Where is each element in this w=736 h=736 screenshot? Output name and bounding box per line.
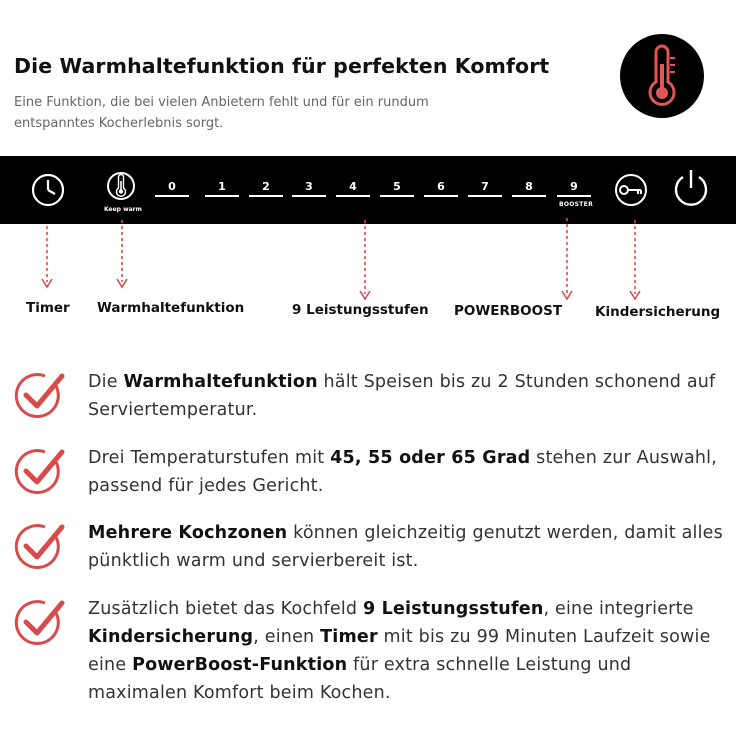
control-panel bbox=[0, 156, 736, 224]
feature-label-keep-warm: Warmhaltefunktion bbox=[97, 300, 245, 316]
feature-label-levels: 9 Leistungsstufen bbox=[292, 302, 429, 318]
level-button-2[interactable]: 2 bbox=[249, 180, 283, 193]
arrow-child-lock bbox=[626, 218, 644, 302]
feature-label-child-lock: Kindersicherung bbox=[595, 304, 721, 320]
list-item-text bbox=[88, 595, 728, 707]
list-item-plain-text: können gleichzeitig genutzt werden, damit alles pünktlich warm und servierbereit ist. bbox=[88, 523, 723, 571]
level-button-7[interactable]: 7 bbox=[468, 180, 502, 193]
thermometer-badge bbox=[620, 34, 704, 118]
level-button-6[interactable]: 6 bbox=[424, 180, 458, 193]
level-button-5[interactable]: 5 bbox=[380, 180, 414, 193]
keep-warm-icon[interactable] bbox=[106, 170, 136, 204]
subtitle-line-1: Eine Funktion, die bei vielen Anbietern fehlt und für ein rundum bbox=[14, 95, 429, 110]
clock-icon[interactable] bbox=[28, 170, 68, 210]
arrow-keep-warm bbox=[113, 218, 131, 290]
list-item-plain-text: mit bis zu 99 Minuten Laufzeit sowie eine bbox=[88, 627, 711, 675]
check-circle-icon bbox=[12, 444, 66, 498]
list-item-bold-text: Warmhaltefunktion bbox=[123, 372, 318, 392]
list-item-plain-text: Drei Temperaturstufen mit bbox=[88, 448, 331, 468]
thermometer-icon bbox=[620, 34, 704, 118]
list-item-plain-text: , eine integrierte bbox=[543, 599, 694, 619]
check-circle-icon bbox=[12, 519, 66, 573]
check-circle-icon bbox=[12, 595, 66, 649]
level-button-4[interactable]: 4 bbox=[336, 180, 370, 193]
page-title: Die Warmhaltefunktion für perfekten Komfort bbox=[14, 54, 550, 78]
check-circle-icon bbox=[12, 368, 66, 422]
subtitle-line-2: entspanntes Kocherlebnis sorgt. bbox=[14, 116, 224, 131]
level-button-0[interactable]: 0 bbox=[155, 180, 189, 193]
list-item-text bbox=[88, 519, 728, 575]
arrow-timer bbox=[38, 224, 56, 290]
list-item-plain-text: hält Speisen bis zu 2 Stunden schonend auf Serviertemperatur. bbox=[88, 372, 716, 420]
key-icon[interactable] bbox=[612, 172, 650, 208]
list-item-bold-text: 9 Leistungsstufen bbox=[362, 599, 544, 619]
feature-label-timer: Timer bbox=[26, 300, 70, 316]
list-item-plain-text: Zusätzlich bietet das Kochfeld bbox=[88, 599, 363, 619]
arrow-levels bbox=[356, 218, 374, 302]
list-item-bold-text: Timer bbox=[320, 627, 378, 647]
list-item-plain-text: , einen bbox=[253, 627, 321, 647]
power-icon[interactable] bbox=[670, 166, 712, 210]
list-item-bold-text: 45, 55 oder 65 Grad bbox=[330, 448, 531, 468]
list-item-plain-text: für extra schnelle Leistung und maximalen Komfort beim Kochen. bbox=[88, 655, 632, 703]
list-item-text bbox=[88, 444, 728, 500]
list-item-plain-text: stehen zur Auswahl, passend für jedes Gericht. bbox=[88, 448, 717, 496]
level-button-1[interactable]: 1 bbox=[205, 180, 239, 193]
page-subtitle bbox=[14, 92, 574, 134]
list-item-text bbox=[88, 368, 728, 424]
list-item-bold-text: Mehrere Kochzonen bbox=[88, 523, 288, 543]
level-button-9[interactable]: 9 bbox=[557, 180, 591, 193]
booster-label: BOOSTER bbox=[558, 201, 593, 208]
list-item-bold-text: PowerBoost-Funktion bbox=[132, 655, 348, 675]
level-button-3[interactable]: 3 bbox=[292, 180, 326, 193]
arrow-powerboost bbox=[558, 216, 576, 302]
keep-warm-label: Keep warm bbox=[104, 206, 142, 213]
list-item-bold-text: Kindersicherung bbox=[88, 627, 254, 647]
list-item-plain-text: Die bbox=[88, 372, 124, 392]
level-button-8[interactable]: 8 bbox=[512, 180, 546, 193]
feature-label-powerboost: POWERBOOST bbox=[454, 303, 563, 319]
